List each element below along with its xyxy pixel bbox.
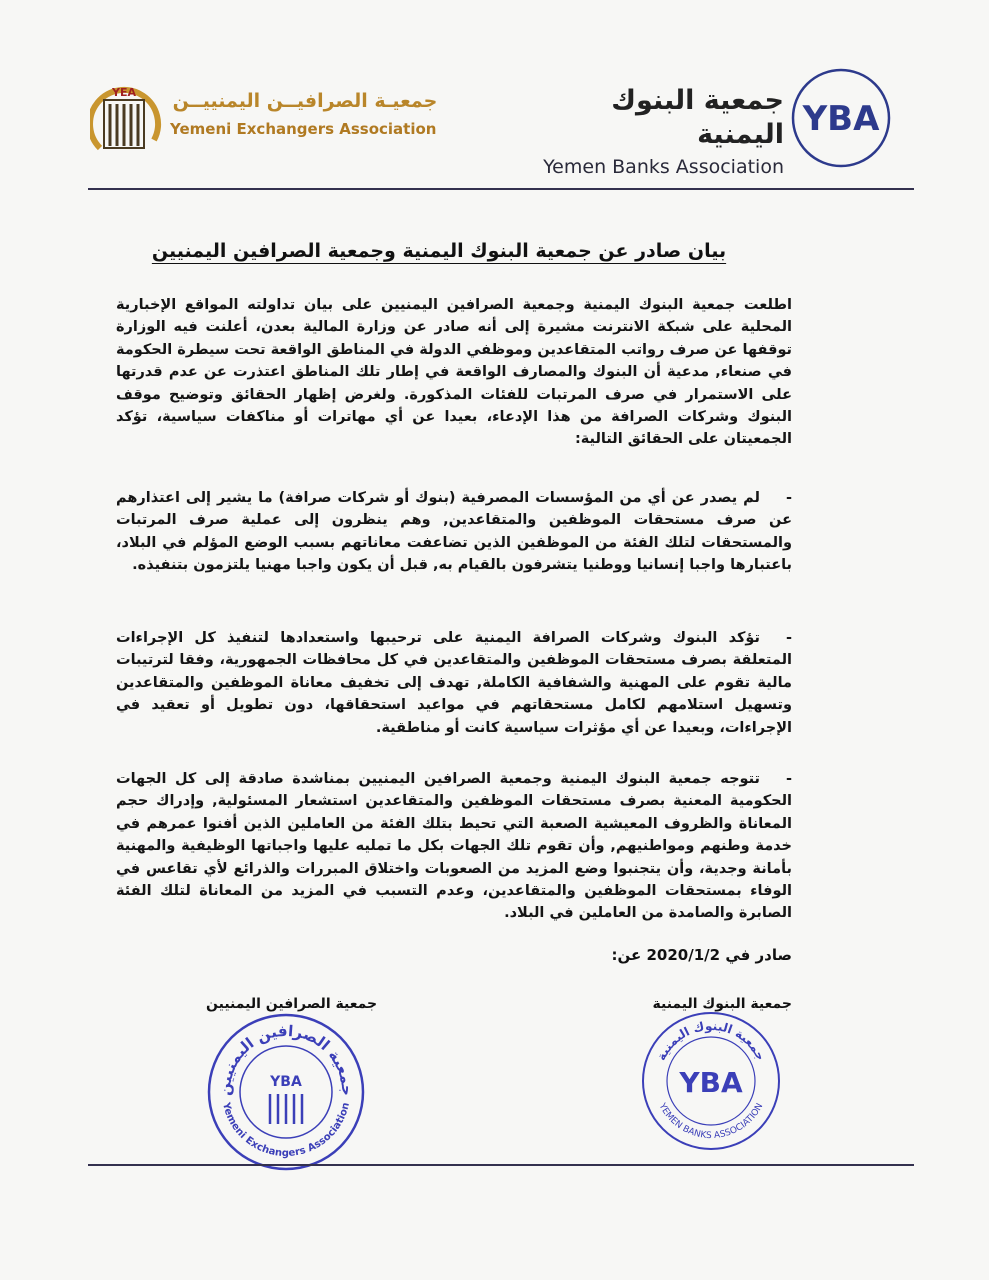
yea-name-arabic: جمعيـة الصرافيــن اليمنييــن xyxy=(172,90,438,112)
bullet-dash: - xyxy=(785,771,792,787)
yea-logo-text: YEA xyxy=(112,86,136,99)
yea-signature-label: جمعية الصرافين اليمنيين xyxy=(206,996,378,1012)
yea-name-block xyxy=(170,88,440,140)
yba-stamp-center-text: YBA xyxy=(679,1066,743,1099)
yea-stamp xyxy=(206,1012,366,1172)
document-title: بيان صادر عن جمعية البنوك اليمنية وجمعية الصرافين اليمنيين xyxy=(151,240,727,262)
point-text-1: لم يصدر عن أي من المؤسسات المصرفية (بنوك أو شركات صرافة) ما يشير إلى اعتذارهم عن صرف مستحقات الموظفين والمتقاعدين, وهم ينظرون إلى عملية صرف المرتبات والمستحقات لتلك الفئة من الموظفين الذين تضاعفت معاناتهم بسبب الوضع المؤلم في البلاد، باعتبارها واجبا إنسانيا ووطنيا يتشرفون بالقيام به, قبل أن يكون واجبا مهنيا يلتزمون بتنفيذه. xyxy=(116,490,792,574)
yba-stamp xyxy=(640,1010,782,1152)
point-text-3: تتوجه جمعية البنوك اليمنية وجمعية الصرافين اليمنيين بمناشدة صادقة إلى كل الجهات الحكومية المعنية بصرف مستحقات الموظفين والمتقاعدين استشعار المسئولية, وإدراك حجم المعاناة والظروف المعيشية الصعبة التي تحيط بتلك الفئة من العاملين الذين أفنوا عمرهم في خدمة وطنهم ومواطنيهم, وأن تقوم تلك الجهات بكل ما تمليه عليها واجباتها الوظيفية والمهنية بأمانة وجدية، وأن يتجنبوا وضع المزيد من الصعوبات واختلاق المبررات والذرائع لأي تقاعس في الوفاء بمستحقات الموظفين والمتقاعدين، وعدم التسبب في المزيد من المعاناة لتلك الفئة الصابرة والصامدة من العاملين في البلاد. xyxy=(116,771,792,922)
yba-stamp-bottom-text: YEMEN BANKS ASSOCIATION xyxy=(656,1101,766,1142)
yea-stamp-center-text: YBA xyxy=(270,1074,302,1090)
yea-logo xyxy=(90,70,162,162)
yba-logo xyxy=(789,66,893,170)
yea-stamp-bottom-text: Yemeni Exchangers Association xyxy=(220,1101,353,1160)
footer-divider xyxy=(88,1164,914,1166)
yea-stamp-ring-text: جمعية الصرافين اليمنيين xyxy=(215,1021,357,1097)
yba-name-block xyxy=(524,84,784,180)
bullet-dash: - xyxy=(785,630,792,646)
yea-name-english: Yemeni Exchangers Association xyxy=(170,120,437,138)
issued-date-line: صادر في 2020/1/2 عن: xyxy=(611,946,792,964)
yba-name-arabic: جمعية البنوك اليمنية xyxy=(611,85,784,150)
bullet-dash: - xyxy=(785,490,792,506)
yba-stamp-ring-text: جمعية البنوك اليمنية xyxy=(653,1018,769,1063)
yba-name-english: Yemen Banks Association xyxy=(543,156,784,178)
intro-paragraph: اطلعت جمعية البنوك اليمنية وجمعية الصرافين اليمنيين على بيان تداولته المواقع الإخبارية المحلية على شبكة الانترنت مشيرة إلى أنه صادر عن وزارة المالية بعدن، أعلنت فيه الوزارة توقفها عن صرف رواتب المتقاعدين وموظفي الدولة في المناطق الواقعة تحت سيطرة الحكومة في صنعاء, مدعية أن البنوك والمصارف الواقعة في إطار تلك المناطق اعتذرت عن عدم قدرتها على الاستمرار في صرف المرتبات للفئات المذكورة. ولغرض إظهار الحقائق وتوضيح موقف البنوك وشركات الصرافة من هذا الإدعاء، بعيدا عن أي مهاترات أو مناكفات سياسية، تؤكد الجمعيتان على الحقائق التالية: xyxy=(116,297,792,448)
yba-signature-label: جمعية البنوك اليمنية xyxy=(652,996,792,1012)
point-paragraph-3 xyxy=(116,768,792,925)
yba-logo-text: YBA xyxy=(802,99,880,139)
point-paragraph-2 xyxy=(116,627,792,739)
header-divider xyxy=(88,188,914,190)
point-text-2: تؤكد البنوك وشركات الصرافة اليمنية على ترحيبها واستعدادها لتنفيذ كل الإجراءات المتعلقة بصرف مستحقات الموظفين والمتقاعدين في كل محافظات الجمهورية، وفقا لترتيبات مالية تقوم على المهنية والشفافية الكاملة, تهدف إلى تخفيف معاناة الموظفين والمتقاعدين وتسهيل استلامهم لكامل مستحقاتهم في مواعيد استحقاقها، دون تطويل أو تعقيد في الإجراءات، وبعيدا عن أي مؤثرات سياسية كانت أو مناطقية. xyxy=(116,630,792,736)
point-paragraph-1 xyxy=(116,487,792,577)
svg-text:YEMEN BANKS ASSOCIATION xyxy=(656,1101,765,1141)
